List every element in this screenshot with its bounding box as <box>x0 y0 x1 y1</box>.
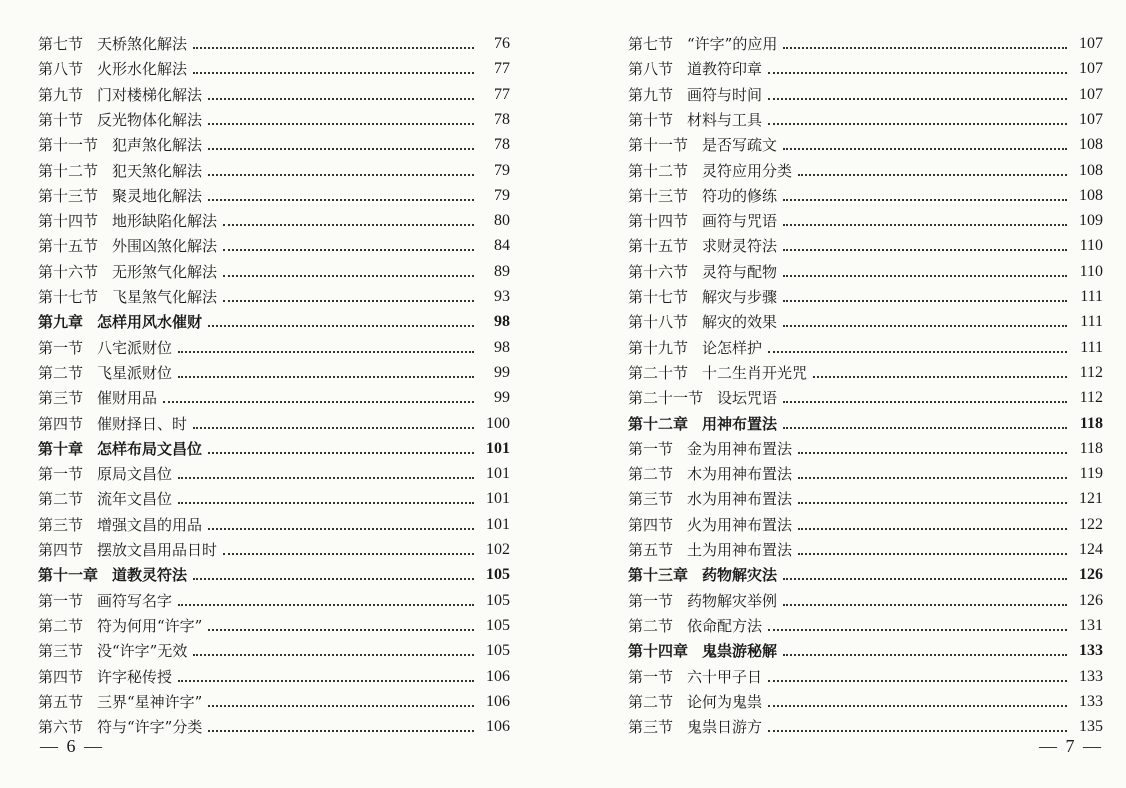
toc-entry-title: 催财用品 <box>97 389 158 408</box>
toc-section-row <box>628 382 1103 407</box>
toc-page-number: 102 <box>486 541 510 558</box>
toc-section-number: 第二节 <box>38 490 84 509</box>
toc-section-number: 第四节 <box>628 515 674 534</box>
toc-section-row <box>628 534 1103 559</box>
toc-section-number: 第七节 <box>38 35 84 53</box>
toc-leader-dots <box>208 123 474 125</box>
toc-leader-dots <box>798 553 1067 555</box>
toc-section-number: 第九节 <box>38 85 84 104</box>
toc-page-number: 110 <box>1079 237 1103 255</box>
toc-entry-title: 火为用神布置法 <box>687 515 793 534</box>
toc-leader-dots <box>783 275 1067 277</box>
toc-page-number: 101 <box>486 465 510 483</box>
toc-leader-dots <box>223 553 474 555</box>
toc-section-row <box>628 458 1103 483</box>
toc-page-number: 111 <box>1080 338 1103 356</box>
toc-section-row <box>628 281 1103 306</box>
toc-entry-title: 鬼祟游秘解 <box>702 642 778 661</box>
toc-section-row <box>628 661 1103 686</box>
toc-entry-title: 反光物体化解法 <box>97 110 203 129</box>
toc-entry-title: 犯天煞化解法 <box>112 161 203 180</box>
toc-entry-title: 摆放文昌用品日时 <box>97 541 218 559</box>
toc-leader-dots <box>783 249 1067 251</box>
toc-page-number: 110 <box>1079 262 1103 280</box>
toc-page-number: 133 <box>1079 692 1103 710</box>
toc-page-number: 77 <box>494 85 510 103</box>
toc-leader-dots <box>768 351 1067 353</box>
toc-leader-dots <box>208 98 474 100</box>
toc-leader-dots <box>193 578 474 580</box>
toc-chapter-row <box>628 635 1103 660</box>
toc-leader-dots <box>208 452 474 454</box>
toc-page-number: 108 <box>1079 186 1103 204</box>
toc-section-row <box>628 585 1103 610</box>
toc-leader-dots <box>768 72 1067 74</box>
toc-section-row <box>628 129 1103 154</box>
toc-leader-dots <box>783 604 1067 606</box>
toc-section-number: 第三节 <box>38 515 84 534</box>
toc-entry-title: 画符与咒语 <box>702 212 778 231</box>
toc-leader-dots <box>163 401 474 403</box>
toc-section-row <box>38 357 510 382</box>
toc-page-number: 79 <box>494 161 510 179</box>
toc-leader-dots <box>193 654 474 656</box>
toc-leader-dots <box>783 401 1067 403</box>
toc-leader-dots <box>208 174 474 176</box>
toc-entry-title: 聚灵地化解法 <box>112 186 203 205</box>
toc-section-number: 第八节 <box>38 60 84 79</box>
toc-leader-dots <box>768 680 1067 682</box>
toc-page-number: 105 <box>486 566 510 584</box>
toc-leader-dots <box>208 705 474 707</box>
toc-leader-dots <box>768 629 1067 631</box>
toc-section-number: 第一节 <box>38 591 84 610</box>
toc-entry-title: 画符与时间 <box>687 85 763 104</box>
toc-entry-title: 木为用神布置法 <box>687 465 793 484</box>
toc-section-number: 第十二章 <box>628 414 689 433</box>
toc-section-row <box>628 332 1103 357</box>
toc-page-number: 118 <box>1079 439 1103 457</box>
toc-leader-dots <box>783 325 1067 327</box>
toc-entry-title: 无形煞气化解法 <box>112 262 218 281</box>
toc-page-number: 99 <box>494 363 510 381</box>
toc-section-number: 第二节 <box>628 692 674 711</box>
toc-entry-title: 火形水化解法 <box>97 60 188 79</box>
toc-entry-title: 药物解灾举例 <box>687 591 778 610</box>
toc-section-row <box>628 230 1103 255</box>
toc-entry-title: 没“许字”无效 <box>97 642 188 661</box>
toc-entry-title: 灵符与配物 <box>702 262 778 281</box>
toc-entry-title: 金为用神布置法 <box>687 439 793 458</box>
toc-section-row <box>38 458 510 483</box>
toc-section-number: 第三节 <box>628 490 674 509</box>
toc-section-row <box>38 129 510 154</box>
toc-section-row <box>38 711 510 736</box>
toc-section-row <box>628 357 1103 382</box>
toc-page-number: 98 <box>494 338 510 356</box>
toc-section-row <box>38 281 510 306</box>
toc-entry-title: 符功的修练 <box>702 186 778 205</box>
toc-section-number: 第十三节 <box>628 186 689 205</box>
toc-chapter-row <box>628 408 1103 433</box>
toc-page-number: 105 <box>486 642 510 660</box>
toc-entry-title: 设坛咒语 <box>717 389 778 408</box>
toc-section-number: 第十七节 <box>628 288 689 306</box>
toc-leader-dots <box>223 300 474 302</box>
toc-page-number: 79 <box>494 186 510 204</box>
toc-page-number: 111 <box>1080 313 1103 331</box>
toc-section-row <box>38 28 510 53</box>
toc-entry-title: 犯声煞化解法 <box>112 136 203 155</box>
toc-leader-dots <box>208 199 474 201</box>
toc-entry-title: 流年文昌位 <box>97 490 173 509</box>
toc-section-number: 第十六节 <box>38 262 99 281</box>
toc-page-number: 78 <box>494 110 510 128</box>
toc-section-row <box>38 661 510 686</box>
right-page <box>628 0 1103 788</box>
toc-section-number: 第四节 <box>38 541 84 559</box>
toc-leader-dots <box>783 224 1067 226</box>
toc-section-row <box>628 53 1103 78</box>
toc-entry-title: 材料与工具 <box>687 110 763 129</box>
toc-page-number: 121 <box>1079 490 1103 508</box>
toc-entry-title: 符与“许字”分类 <box>97 718 203 737</box>
toc-entry-title: 增强文昌的用品 <box>97 515 203 534</box>
toc-leader-dots <box>768 730 1067 732</box>
toc-page-number: 126 <box>1079 566 1103 584</box>
toc-leader-dots <box>193 427 474 429</box>
toc-section-row <box>38 686 510 711</box>
toc-section-row <box>628 28 1103 53</box>
toc-entry-title: 催财择日、时 <box>97 414 188 433</box>
toc-section-row <box>38 79 510 104</box>
toc-section-number: 第二节 <box>628 616 674 635</box>
toc-section-number: 第十节 <box>628 110 674 129</box>
toc-section-number: 第一节 <box>628 439 674 458</box>
toc-section-row <box>38 205 510 230</box>
toc-page-number: 133 <box>1079 642 1103 660</box>
toc-leader-dots <box>768 705 1067 707</box>
toc-leader-dots <box>178 477 474 479</box>
toc-page-number: 76 <box>494 35 510 52</box>
toc-entry-title: 求财灵符法 <box>702 237 778 256</box>
toc-page-number: 80 <box>494 212 510 230</box>
toc-entry-title: 水为用神布置法 <box>687 490 793 509</box>
toc-section-number: 第二节 <box>38 363 84 382</box>
toc-section-row <box>628 610 1103 635</box>
toc-leader-dots <box>783 148 1067 150</box>
toc-section-number: 第六节 <box>38 718 84 737</box>
toc-section-number: 第十二节 <box>628 161 689 180</box>
toc-page-number: 109 <box>1079 212 1103 230</box>
toc-section-row <box>38 104 510 129</box>
toc-section-row <box>628 180 1103 205</box>
toc-entry-title: 论怎样护 <box>702 338 763 357</box>
toc-section-number: 第十五节 <box>628 237 689 256</box>
toc-section-number: 第二十一节 <box>628 389 704 408</box>
toc-section-number: 第十九节 <box>628 338 689 357</box>
toc-page-number: 101 <box>486 439 510 457</box>
toc-page-number: 108 <box>1079 136 1103 154</box>
toc-section-row <box>38 230 510 255</box>
toc-leader-dots <box>223 249 474 251</box>
toc-section-number: 第四节 <box>38 414 84 433</box>
toc-entry-title: 道教灵符法 <box>112 566 188 585</box>
toc-page-number: 100 <box>486 414 510 432</box>
toc-page-number: 93 <box>494 288 510 305</box>
toc-entry-title: 外围凶煞化解法 <box>112 237 218 256</box>
toc-entry-title: 是否写疏文 <box>702 136 778 155</box>
toc-section-row <box>38 180 510 205</box>
toc-page-number: 107 <box>1079 85 1103 103</box>
toc-entry-title: 依命配方法 <box>687 616 763 635</box>
toc-leader-dots <box>223 224 474 226</box>
toc-page-number: 77 <box>494 60 510 78</box>
toc-section-number: 第十三节 <box>38 186 99 205</box>
toc-leader-dots <box>208 730 474 732</box>
toc-section-number: 第一节 <box>38 338 84 357</box>
toc-section-number: 第十章 <box>38 439 84 458</box>
toc-section-row <box>628 205 1103 230</box>
toc-section-number: 第十七节 <box>38 288 99 306</box>
toc-section-row <box>628 433 1103 458</box>
toc-page-number: 89 <box>494 262 510 280</box>
toc-section-row <box>38 53 510 78</box>
toc-section-row <box>38 585 510 610</box>
toc-page-number: 106 <box>486 667 510 685</box>
toc-page-number: 126 <box>1079 591 1103 609</box>
toc-entry-title: 灵符应用分类 <box>702 161 793 180</box>
toc-leader-dots <box>208 148 474 150</box>
toc-entry-title: 论何为鬼祟 <box>687 692 763 711</box>
toc-leader-dots <box>193 47 474 49</box>
toc-section-number: 第三节 <box>38 642 84 661</box>
toc-section-number: 第九节 <box>628 85 674 104</box>
toc-page-number: 111 <box>1080 288 1103 305</box>
toc-entry-title: 药物解灾法 <box>702 566 778 585</box>
toc-page-number: 119 <box>1079 465 1103 483</box>
toc-section-row <box>38 382 510 407</box>
toc-page-number: 101 <box>486 490 510 508</box>
toc-entry-title: 飞星派财位 <box>97 363 173 382</box>
toc-page-number: 106 <box>486 718 510 736</box>
toc-leader-dots <box>178 351 474 353</box>
toc-entry-title: 土为用神布置法 <box>687 541 793 559</box>
toc-page-number: 105 <box>486 616 510 634</box>
toc-section-row <box>38 155 510 180</box>
toc-section-number: 第十二节 <box>38 161 99 180</box>
toc-entry-title: 解灾与步骤 <box>702 288 778 306</box>
toc-leader-dots <box>178 680 474 682</box>
toc-section-number: 第十节 <box>38 110 84 129</box>
toc-page-number: 131 <box>1079 616 1103 634</box>
toc-leader-dots <box>798 528 1067 530</box>
toc-section-number: 第十三章 <box>628 566 689 585</box>
toc-section-number: 第十四节 <box>38 212 99 231</box>
toc-entry-title: 解灾的效果 <box>702 313 778 332</box>
toc-entry-title: 地形缺陷化解法 <box>112 212 218 231</box>
toc-entry-title: 鬼祟日游方 <box>687 718 763 737</box>
toc-section-number: 第七节 <box>628 35 674 53</box>
toc-entry-title: 怎样布局文昌位 <box>97 439 203 458</box>
toc-section-number: 第三节 <box>38 389 84 408</box>
toc-section-row <box>38 610 510 635</box>
toc-entry-title: 原局文昌位 <box>97 465 173 484</box>
toc-leader-dots <box>798 174 1067 176</box>
toc-section-number: 第二节 <box>628 465 674 484</box>
toc-section-number: 第五节 <box>628 541 674 559</box>
toc-section-number: 第五节 <box>38 692 84 711</box>
toc-leader-dots <box>178 604 474 606</box>
toc-section-row <box>38 534 510 559</box>
toc-chapter-row <box>628 559 1103 584</box>
toc-leader-dots <box>178 502 474 504</box>
toc-leader-dots <box>783 654 1067 656</box>
toc-section-number: 第二十节 <box>628 363 689 382</box>
toc-leader-dots <box>208 629 474 631</box>
toc-entry-title: 天桥煞化解法 <box>97 35 188 53</box>
toc-leader-dots <box>798 502 1067 504</box>
toc-section-row <box>628 256 1103 281</box>
toc-entry-title: 符为何用“许字” <box>97 616 203 635</box>
toc-chapter-row <box>38 306 510 331</box>
toc-page-number: 106 <box>486 692 510 710</box>
toc-leader-dots <box>783 578 1067 580</box>
toc-page-number: 112 <box>1079 389 1103 407</box>
toc-section-number: 第八节 <box>628 60 674 79</box>
toc-section-number: 第十四章 <box>628 642 689 661</box>
toc-leader-dots <box>178 376 474 378</box>
toc-section-row <box>628 155 1103 180</box>
toc-section-number: 第三节 <box>628 718 674 737</box>
toc-page-number: 107 <box>1079 60 1103 78</box>
toc-entry-title: 三界“星神许字” <box>97 692 203 711</box>
toc-page-number: 122 <box>1079 515 1103 533</box>
toc-section-number: 第十八节 <box>628 313 689 332</box>
toc-section-row <box>38 332 510 357</box>
toc-entry-title: 用神布置法 <box>702 414 778 433</box>
toc-entry-title: 八宅派财位 <box>97 338 173 357</box>
toc-leader-dots <box>783 427 1067 429</box>
toc-section-row <box>38 408 510 433</box>
toc-section-row <box>628 104 1103 129</box>
toc-leader-dots <box>768 98 1067 100</box>
toc-section-row <box>38 635 510 660</box>
toc-entry-title: 门对楼梯化解法 <box>97 85 203 104</box>
toc-leader-dots <box>798 477 1067 479</box>
toc-page-number: 118 <box>1079 414 1103 432</box>
toc-leader-dots <box>193 72 474 74</box>
toc-section-row <box>38 483 510 508</box>
toc-section-row <box>628 483 1103 508</box>
toc-section-number: 第四节 <box>38 667 84 686</box>
toc-section-row <box>628 509 1103 534</box>
toc-section-row <box>38 509 510 534</box>
toc-entry-title: 画符写名字 <box>97 591 173 610</box>
toc-section-number: 第十一节 <box>628 136 689 155</box>
toc-section-number: 第一节 <box>628 667 674 686</box>
toc-leader-dots <box>783 300 1067 302</box>
toc-leader-dots <box>223 275 474 277</box>
toc-section-row <box>628 306 1103 331</box>
toc-leader-dots <box>208 528 474 530</box>
page-number: — 6 — <box>40 736 104 756</box>
toc-page-number: 78 <box>494 136 510 154</box>
toc-section-number: 第十一节 <box>38 136 99 155</box>
toc-page-number: 107 <box>1079 35 1103 52</box>
toc-section-number: 第十四节 <box>628 212 689 231</box>
toc-page-number: 101 <box>486 515 510 533</box>
toc-section-number: 第十六节 <box>628 262 689 281</box>
toc-leader-dots <box>798 452 1067 454</box>
toc-section-number: 第九章 <box>38 313 84 332</box>
toc-leader-dots <box>208 325 474 327</box>
toc-page-number: 108 <box>1079 161 1103 179</box>
toc-page-number: 107 <box>1079 110 1103 128</box>
toc-section-row <box>628 686 1103 711</box>
toc-leader-dots <box>813 376 1067 378</box>
toc-entry-title: 飞星煞气化解法 <box>112 288 218 306</box>
toc-leader-dots <box>768 123 1067 125</box>
toc-entry-title: 道教符印章 <box>687 60 763 79</box>
toc-entry-title: 六十甲子日 <box>687 667 763 686</box>
toc-page-number: 84 <box>494 237 510 255</box>
toc-page-number: 112 <box>1079 363 1103 381</box>
toc-entry-title: 许字秘传授 <box>97 667 173 686</box>
toc-section-row <box>628 79 1103 104</box>
toc-chapter-row <box>38 559 510 584</box>
toc-section-number: 第二节 <box>38 616 84 635</box>
toc-section-number: 第一节 <box>38 465 84 484</box>
toc-section-row <box>38 256 510 281</box>
toc-page-number: 135 <box>1079 718 1103 736</box>
toc-leader-dots <box>783 199 1067 201</box>
toc-section-row <box>628 711 1103 736</box>
toc-page-number: 99 <box>494 389 510 407</box>
page-number: — 7 — <box>1039 736 1103 756</box>
toc-section-number: 第十五节 <box>38 237 99 256</box>
toc-section-number: 第一节 <box>628 591 674 610</box>
toc-chapter-row <box>38 433 510 458</box>
toc-section-number: 第十一章 <box>38 566 99 585</box>
left-page <box>38 0 510 788</box>
toc-leader-dots <box>783 47 1067 49</box>
toc-page-number: 105 <box>486 591 510 609</box>
toc-page-number: 98 <box>494 313 510 331</box>
toc-entry-title: “许字”的应用 <box>687 35 778 53</box>
toc-entry-title: 怎样用风水催财 <box>97 313 203 332</box>
toc-entry-title: 十二生肖开光咒 <box>702 363 808 382</box>
toc-page-number: 124 <box>1079 541 1103 558</box>
toc-page-number: 133 <box>1079 667 1103 685</box>
